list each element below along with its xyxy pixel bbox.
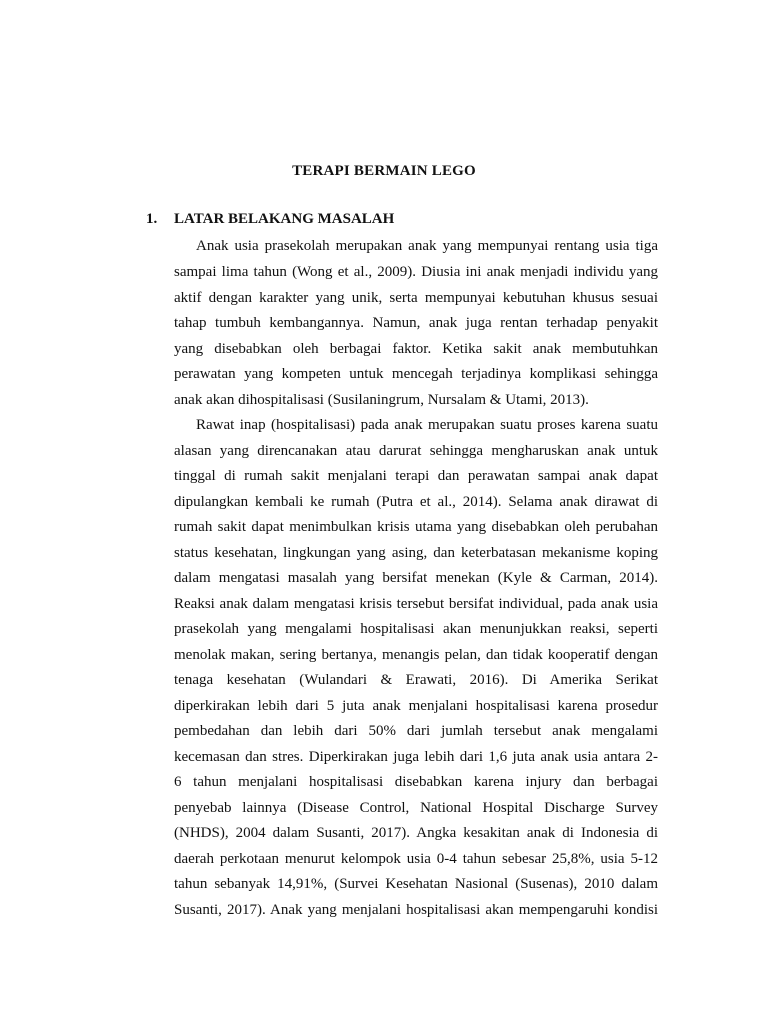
paragraph-line: kecemasan dan stres. Diperkirakan juga lebih dari 1,6 juta anak usia antara 2- — [174, 749, 658, 765]
paragraph-line: diperkirakan lebih dari 5 juta anak menjalani hospitalisasi karena prosedur — [174, 698, 658, 714]
paragraph-line: Reaksi anak dalam mengatasi krisis tersebut bersifat individual, pada anak usia — [174, 596, 658, 612]
paragraph-line: aktif dengan karakter yang unik, serta mempunyai kebutuhan khusus sesuai — [174, 290, 658, 306]
paragraph-line: pembedahan dan lebih dari 50% dari jumlah tersebut anak mengalami — [174, 723, 658, 739]
paragraph-line: status kesehatan, lingkungan yang asing, dan keterbatasan mekanisme koping — [174, 545, 658, 561]
paragraph-line: dipulangkan kembali ke rumah (Putra et al., 2014). Selama anak dirawat di — [174, 494, 658, 510]
paragraph-line: anak akan dihospitalisasi (Susilaningrum, Nursalam & Utami, 2013). — [174, 392, 589, 408]
paragraph-line: penyebab lainnya (Disease Control, National Hospital Discharge Survey — [174, 800, 658, 816]
paragraph-line: Rawat inap (hospitalisasi) pada anak merupakan suatu proses karena suatu — [196, 417, 658, 433]
paragraph-line: prasekolah yang mengalami hospitalisasi akan menunjukkan reaksi, seperti — [174, 621, 658, 637]
paragraph-line: daerah perkotaan menurut kelompok usia 0-4 tahun sebesar 25,8%, usia 5-12 — [174, 851, 658, 867]
paragraph-line: menolak makan, sering bertanya, menangis pelan, dan tidak kooperatif dengan — [174, 647, 658, 663]
section-title: LATAR BELAKANG MASALAH — [174, 211, 395, 227]
paragraph-line: (NHDS), 2004 dalam Susanti, 2017). Angka kesakitan anak di Indonesia di — [174, 825, 658, 841]
paragraph-line: Anak usia prasekolah merupakan anak yang mempunyai rentang usia tiga — [196, 238, 658, 254]
document-title: TERAPI BERMAIN LEGO — [292, 163, 476, 179]
paragraph-line: alasan yang direncanakan atau darurat sehingga mengharuskan anak untuk — [174, 443, 658, 459]
paragraph-line: sampai lima tahun (Wong et al., 2009). Diusia ini anak menjadi individu yang — [174, 264, 658, 280]
paragraph-line: Susanti, 2017). Anak yang menjalani hospitalisasi akan mempengaruhi kondisi — [174, 902, 658, 918]
paragraph-line: tahun sebanyak 14,91%, (Survei Kesehatan Nasional (Susenas), 2010 dalam — [174, 876, 658, 892]
paragraph-line: tenaga kesehatan (Wulandari & Erawati, 2016). Di Amerika Serikat — [174, 672, 658, 688]
paragraph-line: rumah sakit dapat menimbulkan krisis utama yang disebabkan oleh perubahan — [174, 519, 658, 535]
paragraph-line: yang disebabkan oleh berbagai faktor. Ketika sakit anak membutuhkan — [174, 341, 658, 357]
paragraph-line: tahap tumbuh kembangannya. Namun, anak juga rentan terhadap penyakit — [174, 315, 658, 331]
section-heading — [146, 211, 394, 228]
paragraph-line: dalam mengatasi masalah yang bersifat menekan (Kyle & Carman, 2014). — [174, 570, 658, 586]
section-number: 1. — [146, 211, 158, 227]
paragraph-line: tinggal di rumah sakit menjalani terapi dan perawatan sampai anak dapat — [174, 468, 658, 484]
paragraph-line: 6 tahun menjalani hospitalisasi disebabkan karena injury dan berbagai — [174, 774, 658, 790]
paragraph-line: perawatan yang kompeten untuk mencegah terjadinya komplikasi sehingga — [174, 366, 658, 382]
